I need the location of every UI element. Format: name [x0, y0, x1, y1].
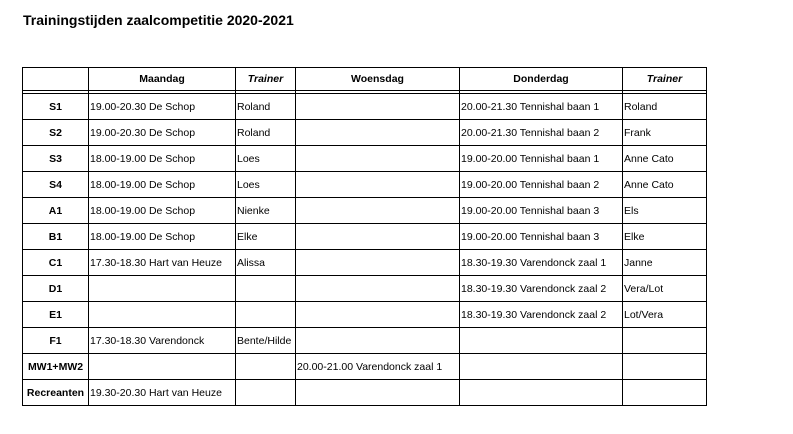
wednesday-cell: [296, 250, 460, 276]
monday-cell: [89, 354, 236, 380]
thursday-cell: 20.00-21.30 Tennishal baan 2: [460, 120, 623, 146]
wednesday-cell: [296, 328, 460, 354]
table-row: [23, 250, 707, 276]
thursday-trainer-cell: Anne Cato: [623, 146, 707, 172]
thursday-trainer-cell: Anne Cato: [623, 172, 707, 198]
team-cell: C1: [23, 250, 89, 276]
monday-trainer-cell: Loes: [236, 172, 296, 198]
thursday-trainer-cell: Frank: [623, 120, 707, 146]
thursday-cell: 19.00-20.00 Tennishal baan 1: [460, 146, 623, 172]
team-cell: S2: [23, 120, 89, 146]
wednesday-cell: [296, 94, 460, 120]
header-thursday: Donderdag: [460, 68, 623, 91]
monday-trainer-cell: [236, 276, 296, 302]
wednesday-cell: [296, 120, 460, 146]
table-row: [23, 328, 707, 354]
monday-trainer-cell: [236, 354, 296, 380]
thursday-cell: 18.30-19.30 Varendonck zaal 2: [460, 302, 623, 328]
team-cell: S4: [23, 172, 89, 198]
table-row: [23, 380, 707, 406]
monday-trainer-cell: [236, 302, 296, 328]
thursday-cell: [460, 354, 623, 380]
team-cell: D1: [23, 276, 89, 302]
monday-cell: 18.00-19.00 De Schop: [89, 172, 236, 198]
document-title: Trainingstijden zaalcompetitie 2020-2021: [23, 12, 294, 28]
monday-trainer-cell: Loes: [236, 146, 296, 172]
monday-trainer-cell: Roland: [236, 120, 296, 146]
monday-trainer-cell: [236, 380, 296, 406]
table-row: [23, 94, 707, 120]
monday-cell: 18.00-19.00 De Schop: [89, 146, 236, 172]
table-row: [23, 120, 707, 146]
monday-cell: [89, 302, 236, 328]
table-row: [23, 172, 707, 198]
wednesday-cell: [296, 302, 460, 328]
thursday-trainer-cell: Janne: [623, 250, 707, 276]
monday-trainer-cell: Roland: [236, 94, 296, 120]
thursday-trainer-cell: Els: [623, 198, 707, 224]
thursday-cell: 20.00-21.30 Tennishal baan 1: [460, 94, 623, 120]
thursday-cell: [460, 328, 623, 354]
team-cell: B1: [23, 224, 89, 250]
monday-trainer-cell: Bente/Hilde: [236, 328, 296, 354]
thursday-trainer-cell: Roland: [623, 94, 707, 120]
thursday-trainer-cell: [623, 328, 707, 354]
team-cell: F1: [23, 328, 89, 354]
header-team: [23, 68, 89, 91]
wednesday-cell: [296, 380, 460, 406]
monday-cell: [89, 276, 236, 302]
header-thursday-trainer: Trainer: [623, 68, 707, 91]
thursday-cell: 19.00-20.00 Tennishal baan 2: [460, 172, 623, 198]
table-row: [23, 276, 707, 302]
table-row: [23, 146, 707, 172]
monday-cell: 18.00-19.00 De Schop: [89, 224, 236, 250]
team-cell: S3: [23, 146, 89, 172]
thursday-cell: 19.00-20.00 Tennishal baan 3: [460, 198, 623, 224]
team-cell: E1: [23, 302, 89, 328]
training-schedule-table: [22, 67, 707, 406]
header-wednesday: Woensdag: [296, 68, 460, 91]
table-row: [23, 354, 707, 380]
team-cell: Recreanten: [23, 380, 89, 406]
thursday-cell: [460, 380, 623, 406]
team-cell: S1: [23, 94, 89, 120]
thursday-trainer-cell: [623, 354, 707, 380]
monday-cell: 17.30-18.30 Varendonck: [89, 328, 236, 354]
team-cell: A1: [23, 198, 89, 224]
thursday-trainer-cell: Elke: [623, 224, 707, 250]
monday-cell: 17.30-18.30 Hart van Heuze: [89, 250, 236, 276]
header-monday: Maandag: [89, 68, 236, 91]
wednesday-cell: [296, 276, 460, 302]
monday-cell: 18.00-19.00 De Schop: [89, 198, 236, 224]
monday-cell: 19.00-20.30 De Schop: [89, 120, 236, 146]
table-row: [23, 302, 707, 328]
thursday-trainer-cell: Vera/Lot: [623, 276, 707, 302]
thursday-trainer-cell: Lot/Vera: [623, 302, 707, 328]
monday-trainer-cell: Elke: [236, 224, 296, 250]
header-monday-trainer: Trainer: [236, 68, 296, 91]
monday-cell: 19.30-20.30 Hart van Heuze: [89, 380, 236, 406]
monday-trainer-cell: Nienke: [236, 198, 296, 224]
header-row: [23, 68, 707, 91]
wednesday-cell: [296, 224, 460, 250]
team-cell: MW1+MW2: [23, 354, 89, 380]
table-row: [23, 224, 707, 250]
monday-cell: 19.00-20.30 De Schop: [89, 94, 236, 120]
wednesday-cell: 20.00-21.00 Varendonck zaal 1: [296, 354, 460, 380]
wednesday-cell: [296, 198, 460, 224]
thursday-cell: 19.00-20.00 Tennishal baan 3: [460, 224, 623, 250]
table-row: [23, 198, 707, 224]
wednesday-cell: [296, 172, 460, 198]
thursday-trainer-cell: [623, 380, 707, 406]
wednesday-cell: [296, 146, 460, 172]
monday-trainer-cell: Alissa: [236, 250, 296, 276]
thursday-cell: 18.30-19.30 Varendonck zaal 1: [460, 250, 623, 276]
thursday-cell: 18.30-19.30 Varendonck zaal 2: [460, 276, 623, 302]
